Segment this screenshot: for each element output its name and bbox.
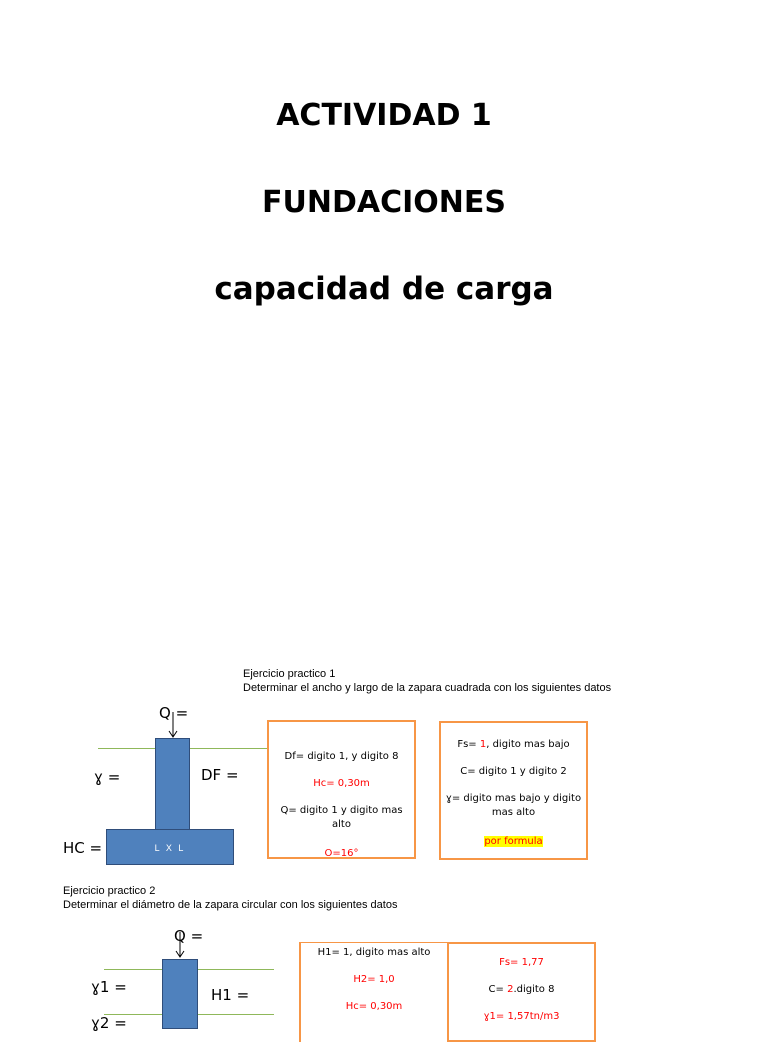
load-label: Q = xyxy=(159,704,189,722)
exercise2-header xyxy=(63,884,397,912)
unit-weight-2-label: ɣ2 = xyxy=(91,1014,127,1032)
exercise1-header xyxy=(243,667,611,695)
exercise2-description: Determinar el diámetro de la zapara circular con los siguientes datos xyxy=(63,899,398,911)
column xyxy=(162,959,198,1029)
exercise2-heading: Ejercicio practico 2 xyxy=(63,885,156,897)
layer2-height-value: H2= 1,0 xyxy=(353,974,395,985)
topic-title: capacidad de carga xyxy=(214,271,554,307)
cohesion-digit: 2 xyxy=(507,984,514,995)
depth-value: Df= digito 1, y digito 8 xyxy=(284,751,399,762)
exercise2-data-box xyxy=(299,942,449,1042)
exercise2-params-box xyxy=(447,942,596,1042)
friction-angle-value: O=16° xyxy=(324,848,359,859)
footing-height-label: HC = xyxy=(63,839,103,857)
subject-title: FUNDACIONES xyxy=(262,185,506,220)
unit-weight-1-label: ɣ1 = xyxy=(91,978,127,996)
layer1-height-value: H1= 1, digito mas alto xyxy=(317,947,431,958)
safety-factor-value: Fs= 1,77 xyxy=(499,957,544,968)
exercise1-params-box xyxy=(439,721,588,860)
exercise1-heading: Ejercicio practico 1 xyxy=(243,668,336,680)
cohesion-value: C= digito 1 y digito 2 xyxy=(460,766,567,777)
load-value: Q= digito 1 y digito mas alto xyxy=(280,805,403,830)
footing-height-value: Hc= 0,30m xyxy=(313,778,370,789)
footing: L X L xyxy=(106,829,234,865)
footing-height-value: Hc= 0,30m xyxy=(345,1001,403,1012)
safety-factor-digit: 1 xyxy=(479,739,487,750)
unit-weight-1-value: ɣ1= 1,57tn/m3 xyxy=(483,1011,560,1022)
cohesion-value: C= 2.digito 8 xyxy=(488,984,555,995)
exercise1-data-box xyxy=(267,720,416,859)
formula-note: por formula xyxy=(484,836,543,847)
unit-weight-value: ɣ= digito mas bajo y digito mas alto xyxy=(445,793,582,818)
depth-label: DF = xyxy=(201,766,239,784)
activity-title: ACTIVIDAD 1 xyxy=(276,98,492,133)
column xyxy=(155,738,190,830)
load-label: Q = xyxy=(174,927,204,945)
safety-factor-value: Fs= 1, digito mas bajo xyxy=(457,739,570,750)
layer1-height-label: H1 = xyxy=(211,986,250,1004)
unit-weight-label: ɣ = xyxy=(94,768,121,786)
exercise1-description: Determinar el ancho y largo de la zapara cuadrada con los siguientes datos xyxy=(243,682,612,694)
